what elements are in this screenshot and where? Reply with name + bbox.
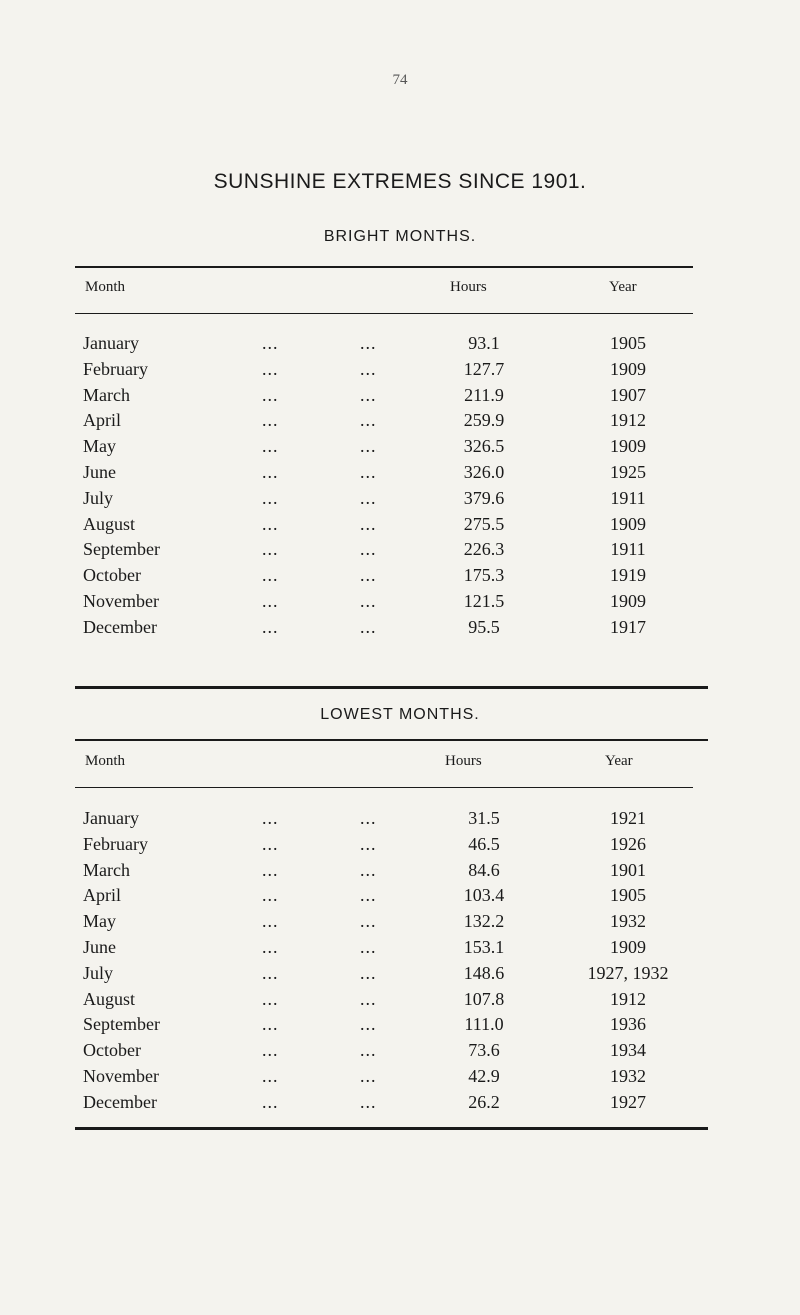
year-cell: 1932 [610,1065,646,1086]
month-cell: September [83,1014,160,1035]
header-rule [75,313,693,314]
lowest-months-heading: LOWEST MONTHS. [320,706,480,723]
month-cell: August [83,513,136,534]
dot-leader: ... [262,962,279,983]
dot-leader: ... [262,911,279,932]
year-cell: 1911 [610,539,646,560]
dot-leader: ... [262,539,279,560]
dot-leader: ... [360,616,377,637]
dot-leader: ... [360,1065,377,1086]
page-number: 74 [392,72,408,88]
bottom-rule [75,1127,708,1130]
table-row [0,488,800,514]
year-cell: 1907 [610,384,646,405]
month-cell: December [83,616,157,637]
hours-cell: 73.6 [468,1040,500,1061]
hours-cell: 121.5 [463,590,505,611]
table-row [0,911,800,937]
dot-leader: ... [360,410,377,431]
table-row [0,989,800,1015]
page-title: SUNSHINE EXTREMES SINCE 1901. [213,170,587,193]
month-cell: July [83,962,114,983]
bright-months-table [0,333,800,643]
table-row [0,539,800,565]
table-row [0,937,800,963]
table-row [0,834,800,860]
dot-leader: ... [360,1014,377,1035]
dot-leader: ... [360,358,377,379]
dot-leader: ... [360,1040,377,1061]
year-cell: 1912 [610,988,646,1009]
dot-leader: ... [360,988,377,1009]
month-cell: June [83,936,116,957]
hours-cell: 379.6 [463,487,505,508]
month-cell: October [83,1040,141,1061]
dot-leader: ... [262,358,279,379]
month-cell: April [83,885,121,906]
dot-leader: ... [262,808,279,828]
dot-leader: ... [360,590,377,611]
year-cell: 1912 [610,410,646,431]
hours-cell: 153.1 [463,936,505,957]
table-row [0,860,800,886]
year-cell: 1917 [610,616,646,637]
hours-cell: 46.5 [468,833,500,854]
hours-cell: 111.0 [464,1014,504,1035]
section-divider-rule [75,686,708,689]
hours-column-header: Hours [445,753,482,769]
table-row [0,333,800,359]
header-rule [75,787,693,788]
dot-leader: ... [360,436,377,457]
year-cell: 1909 [610,590,646,611]
dot-leader: ... [262,1014,279,1035]
hours-cell: 84.6 [468,859,500,880]
month-cell: December [83,1091,157,1112]
year-cell: 1901 [610,859,646,880]
table-row [0,410,800,436]
dot-leader: ... [262,936,279,957]
dot-leader: ... [262,384,279,405]
table-row [0,385,800,411]
dot-leader: ... [262,487,279,508]
table-row [0,1066,800,1092]
hours-cell: 103.4 [463,885,505,906]
table-row [0,359,800,385]
table-row [0,1014,800,1040]
dot-leader: ... [262,333,279,353]
dot-leader: ... [262,1065,279,1086]
table-row [0,885,800,911]
bright-months-heading: BRIGHT MONTHS. [323,228,477,245]
month-cell: February [83,833,148,854]
dot-leader: ... [360,487,377,508]
table-row [0,514,800,540]
hours-cell: 148.6 [463,962,505,983]
table-row [0,565,800,591]
year-cell: 1927, 1932 [587,962,669,983]
table-row [0,1040,800,1066]
hours-cell: 259.9 [463,410,505,431]
table-row [0,808,800,834]
year-cell: 1932 [610,911,646,932]
month-cell: October [83,565,141,586]
year-cell: 1909 [610,436,646,457]
year-cell: 1936 [610,1014,646,1035]
dot-leader: ... [360,384,377,405]
hours-cell: 107.8 [463,988,505,1009]
month-cell: March [83,859,130,880]
year-cell: 1921 [610,808,646,828]
table-row [0,1092,800,1118]
month-cell: May [83,436,116,457]
top-rule [75,739,708,741]
dot-leader: ... [262,1040,279,1061]
lowest-months-table [0,808,800,1118]
year-cell: 1909 [610,936,646,957]
year-column-header: Year [609,279,637,295]
hours-cell: 275.5 [463,513,505,534]
dot-leader: ... [262,988,279,1009]
month-cell: April [83,410,121,431]
month-cell: May [83,911,116,932]
month-cell: November [83,1065,159,1086]
dot-leader: ... [360,333,377,353]
dot-leader: ... [262,885,279,906]
hours-cell: 31.5 [468,808,500,828]
year-cell: 1926 [610,833,646,854]
month-column-header: Month [85,279,126,295]
month-cell: August [83,988,136,1009]
month-cell: June [83,461,116,482]
hours-cell: 127.7 [463,358,505,379]
year-cell: 1905 [610,885,646,906]
month-cell: January [83,333,139,353]
month-cell: November [83,590,159,611]
dot-leader: ... [360,539,377,560]
dot-leader: ... [360,461,377,482]
hours-cell: 95.5 [468,616,500,637]
month-cell: July [83,487,114,508]
table-row [0,591,800,617]
year-cell: 1909 [610,358,646,379]
hours-cell: 326.0 [463,461,505,482]
dot-leader: ... [262,833,279,854]
year-cell: 1909 [610,513,646,534]
dot-leader: ... [360,962,377,983]
table-row [0,963,800,989]
table-row [0,617,800,643]
dot-leader: ... [262,565,279,586]
dot-leader: ... [262,1091,279,1112]
year-cell: 1925 [610,461,646,482]
year-cell: 1934 [610,1040,646,1061]
year-cell: 1911 [610,487,646,508]
month-column-header: Month [85,753,126,769]
hours-cell: 211.9 [464,384,504,405]
year-column-header: Year [605,753,633,769]
dot-leader: ... [360,1091,377,1112]
dot-leader: ... [360,833,377,854]
hours-cell: 226.3 [463,539,505,560]
year-cell: 1927 [610,1091,646,1112]
dot-leader: ... [262,513,279,534]
dot-leader: ... [360,936,377,957]
dot-leader: ... [360,859,377,880]
hours-cell: 132.2 [463,911,505,932]
dot-leader: ... [262,590,279,611]
dot-leader: ... [262,859,279,880]
dot-leader: ... [262,410,279,431]
year-cell: 1905 [610,333,646,353]
dot-leader: ... [360,808,377,828]
table-row [0,462,800,488]
month-cell: January [83,808,139,828]
hours-cell: 26.2 [468,1091,500,1112]
dot-leader: ... [360,911,377,932]
dot-leader: ... [262,461,279,482]
month-cell: March [83,384,130,405]
dot-leader: ... [360,565,377,586]
hours-cell: 93.1 [468,333,500,353]
top-rule [75,266,693,268]
month-cell: February [83,358,148,379]
dot-leader: ... [360,885,377,906]
hours-column-header: Hours [450,279,487,295]
dot-leader: ... [262,616,279,637]
hours-cell: 326.5 [463,436,505,457]
dot-leader: ... [262,436,279,457]
month-cell: September [83,539,160,560]
hours-cell: 42.9 [468,1065,500,1086]
year-cell: 1919 [610,565,646,586]
table-row [0,436,800,462]
hours-cell: 175.3 [463,565,505,586]
dot-leader: ... [360,513,377,534]
